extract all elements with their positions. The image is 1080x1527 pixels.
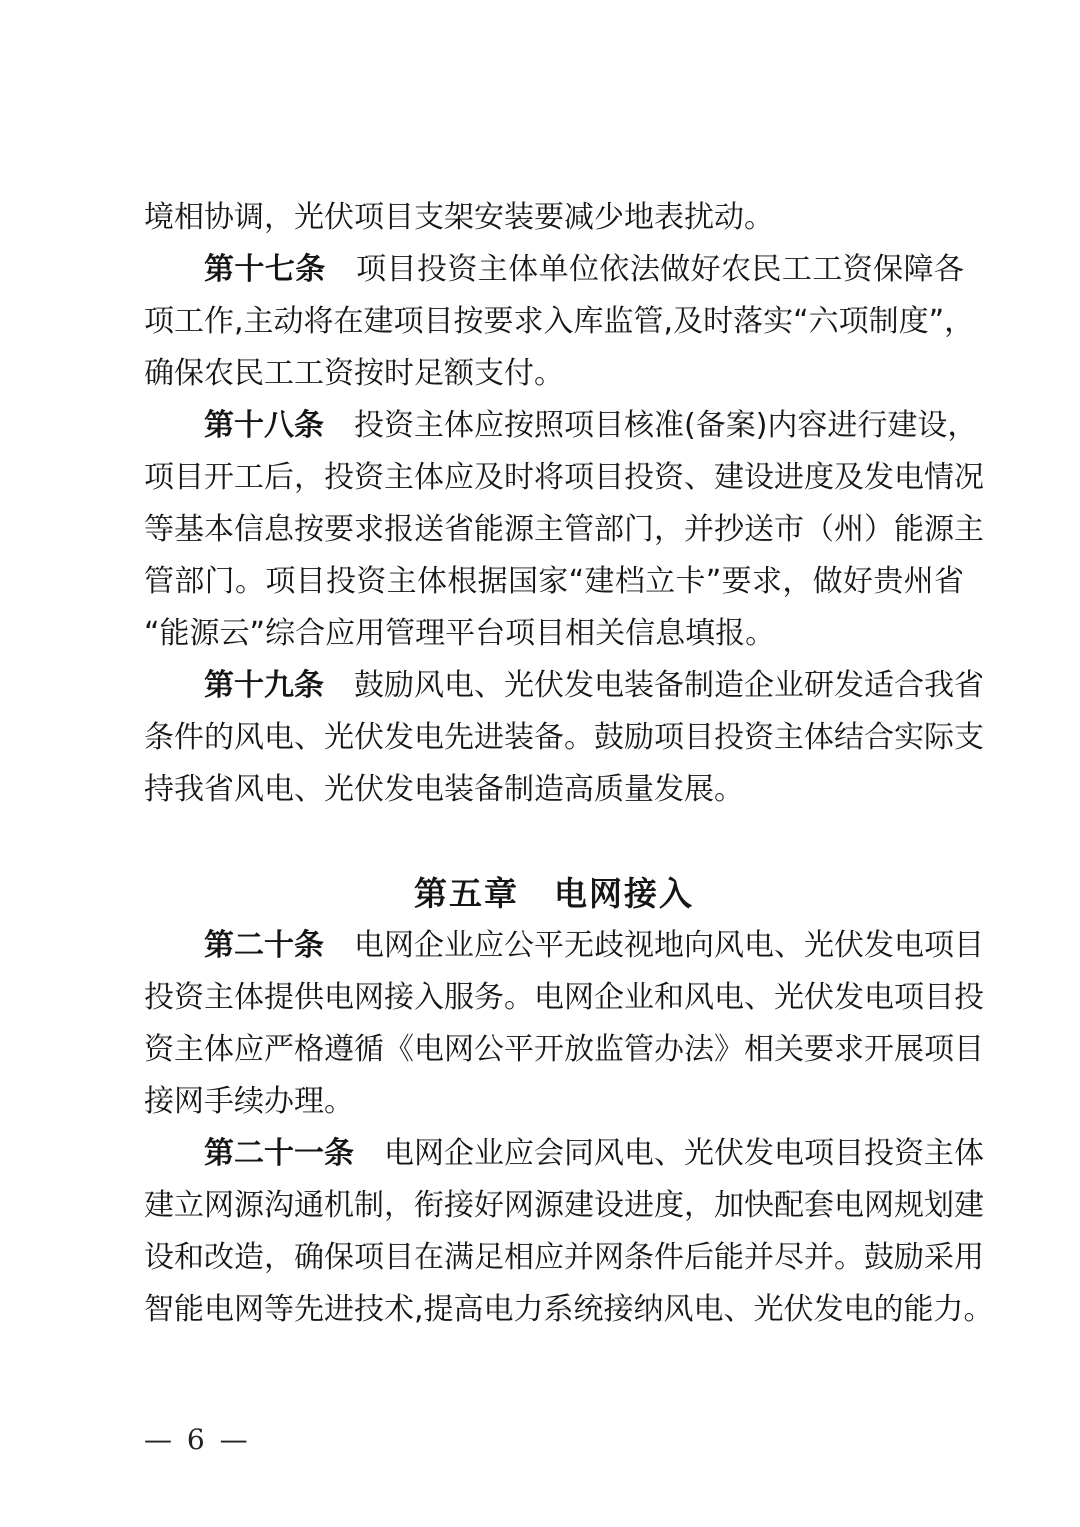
article-19 <box>144 660 984 816</box>
line-text: 智能电网等先进技术,提高电力系统接纳风电、光伏发电的能力。 <box>144 1292 994 1327</box>
text-line <box>144 712 984 764</box>
text-line <box>144 608 964 660</box>
text-line <box>144 1128 984 1180</box>
line-text: 项工作,主动将在建项目按要求入库监管,及时落实“六项制度”， <box>144 304 975 339</box>
text-line <box>144 1284 994 1336</box>
line-text: 条件的风电、光伏发电先进装备。鼓励项目投资主体结合实际支 <box>144 720 984 755</box>
text-line <box>144 1180 984 1232</box>
text-line <box>144 192 964 244</box>
article-number: 第二十一条 <box>204 1136 354 1171</box>
line-text: 等基本信息按要求报送省能源主管部门，并抄送市（州）能源主 <box>144 512 984 547</box>
page-number: — 6 — <box>144 1423 251 1456</box>
line-text: 确保农民工工资按时足额支付。 <box>144 356 564 391</box>
line-text: 项目开工后，投资主体应及时将项目投资、建设进度及发电情况 <box>144 460 984 495</box>
document-body <box>144 192 994 1336</box>
text-line <box>144 504 984 556</box>
line-text: 鼓励风电、光伏发电装备制造企业研发适合我省 <box>324 668 984 703</box>
text-line <box>144 296 975 348</box>
line-text: 项目投资主体单位依法做好农民工工资保障各 <box>325 252 965 287</box>
line-text: 管部门。项目投资主体根据国家“建档立卡”要求，做好贵州省 <box>144 564 964 599</box>
line-text: 持我省风电、光伏发电装备制造高质量发展。 <box>144 772 744 807</box>
chapter-5-heading: 第五章 电网接入 <box>414 874 694 913</box>
text-line <box>144 1024 984 1076</box>
article-number: 第十九条 <box>204 668 324 703</box>
line-text: 电网企业应会同风电、光伏发电项目投资主体 <box>354 1136 984 1171</box>
text-line <box>144 972 984 1024</box>
line-text: “能源云”综合应用管理平台项目相关信息填报。 <box>144 616 776 651</box>
text-line <box>144 556 964 608</box>
page-footer <box>144 1420 251 1460</box>
article-18 <box>144 400 984 660</box>
text-line <box>144 920 984 972</box>
text-line <box>144 244 964 296</box>
article-number: 第十七条 <box>204 252 326 287</box>
line-text: 投资主体提供电网接入服务。电网企业和风电、光伏发电项目投 <box>144 980 984 1015</box>
para-continued <box>144 192 964 244</box>
text-line <box>144 1076 964 1128</box>
line-text: 设和改造，确保项目在满足相应并网条件后能并尽并。鼓励采用 <box>144 1240 984 1275</box>
text-line <box>144 348 964 400</box>
article-number: 第二十条 <box>204 928 324 963</box>
line-text: 电网企业应公平无歧视地向风电、光伏发电项目 <box>324 928 984 963</box>
article-17 <box>144 244 975 400</box>
line-text: 建立网源沟通机制，衔接好网源建设进度，加快配套电网规划建 <box>144 1188 984 1223</box>
text-line <box>144 400 978 452</box>
line-text: 投资主体应按照项目核准(备案)内容进行建设， <box>324 408 978 443</box>
article-number: 第十八条 <box>204 408 324 443</box>
text-line <box>144 660 984 712</box>
text-line <box>144 452 984 504</box>
text-line <box>144 764 964 816</box>
text-line <box>144 1232 984 1284</box>
article-21 <box>144 1128 994 1336</box>
line-text: 接网手续办理。 <box>144 1084 354 1119</box>
article-20 <box>144 920 984 1128</box>
line-text: 资主体应严格遵循《电网公平开放监管办法》相关要求开展项目 <box>144 1032 984 1067</box>
line-text: 境相协调，光伏项目支架安装要减少地表扰动。 <box>144 200 774 235</box>
